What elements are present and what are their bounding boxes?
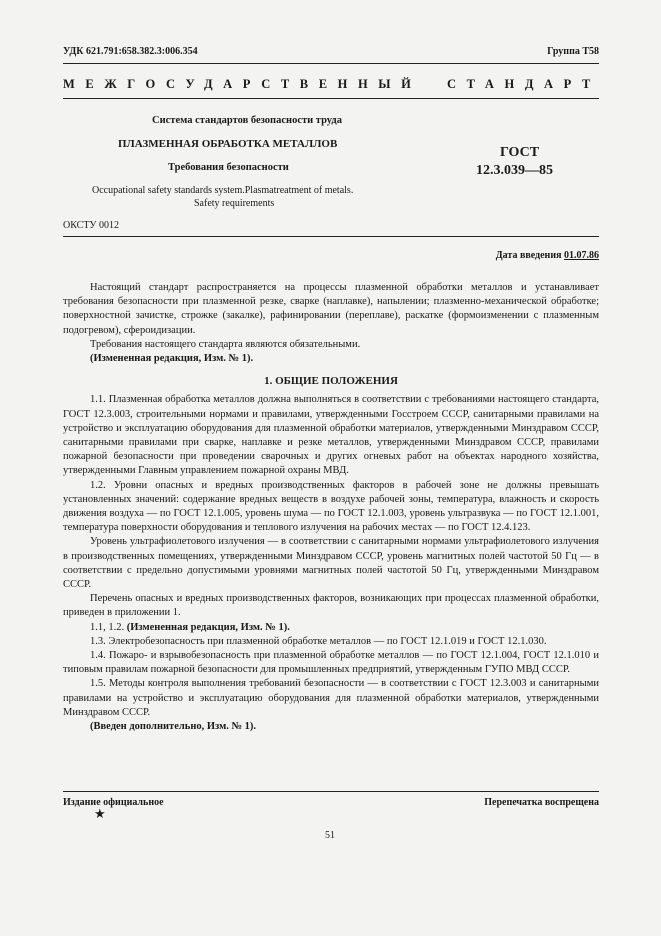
clause-1-2: 1.2. Уровни опасных и вредных производственных факторов в рабочей зоне не должны превышать установленных значений: содержание вредных веществ в воздухе рабочей зоны, температура, влажность и скорость движения воздуха — по ГОСТ 12.1.005, уровень шума — по ГОСТ 12.1.003, уровень ультразвука — по ГОСТ 12.1.001, температура поверхности оборудования и теплового излучения на рабочих местах — по ГОСТ 12.4.123. (63, 479, 599, 534)
date-value: 01.07.86 (564, 250, 599, 261)
standard-type-word-1: МЕЖГОСУДАРСТВЕННЫЙ (63, 77, 422, 91)
header-rule (63, 98, 599, 99)
clause-1-5: 1.5. Методы контроля выполнения требований безопасности — в соответствии с ГОСТ 12.3.003 и санитарными правилами на устройство и эксплуатацию оборудования для плазменной обработки материалов, утвержденными Минздравом СССР. (63, 678, 599, 718)
reprint-notice: Перепечатка воспрещена (484, 797, 599, 808)
page-number: 51 (325, 830, 335, 841)
official-edition: Издание официальное (63, 797, 164, 808)
footer-rule (63, 791, 599, 792)
top-rule (63, 63, 599, 64)
amendment-note: (Измененная редакция, Изм. № 1). (126, 621, 290, 633)
date-label: Дата введения (495, 250, 564, 261)
system-title: Система стандартов безопасности труда (152, 115, 342, 126)
clause-1-amendment (63, 621, 599, 635)
section-1-heading: 1. ОБЩИЕ ПОЛОЖЕНИЯ (264, 375, 398, 388)
intro-amendment: (Измененная редакция, Изм. № 1). (90, 353, 254, 365)
clause-1-3: 1.3. Электробезопасность при плазменной обработке металлов — по ГОСТ 12.1.019 и ГОСТ 12.1.030. (90, 635, 547, 647)
clause-1-4: 1.4. Пожаро- и взрывобезопасность при плазменной обработке металлов — по ГОСТ 12.1.004, ГОСТ 12.1.010 и типовым правилам пожарной безопасности для промышленных предприятий, утвержденным ГУПО МВД СССР. (63, 650, 599, 676)
udk-code: УДК 621.791:658.382.3:006.354 (63, 46, 198, 57)
english-title-line-2: Safety requirements (194, 198, 275, 209)
introduction-date (496, 250, 599, 261)
okstu-code: ОКСТУ 0012 (63, 220, 120, 231)
clause-1-1: 1.1. Плазменная обработка металлов должна выполняться в соответствии с требованиями настоящего стандарта, ГОСТ 12.3.003, строительными нормами и правилами, утвержденными Госстроем СССР, санитарными правилами на устройство и эксплуатацию оборудования для плазменной обработки материалов, утвержденными Минздравом СССР, санитарными правилами при сварке, наплавке и резке металлов, утвержденными Минздравом СССР, правилами пожарной безопасности при проведении сварочных и других огневых работ на объектах народного хозяйства, утвержденными Главным управлением пожарной охраны МВД. (63, 394, 599, 477)
star-icon: ★ (94, 806, 106, 821)
title-rule (63, 236, 599, 237)
group-code: Группа Т58 (547, 46, 599, 57)
amendment-prefix: 1.1, 1.2. (90, 621, 127, 633)
standard-type-word-2: СТАНДАРТ (446, 77, 601, 91)
document-subtitle: Требования безопасности (168, 162, 289, 173)
document-body (63, 281, 599, 734)
clause-1-2-uv: Уровень ультрафиолетового излучения — в соответствии с санитарными нормами ультрафиолетового излучения в производственных помещениях, утвержденными Минздравом СССР, уровень магнитных полей частотой 50 Гц — в соответствии с предельно допустимыми уровнями магнитных полей частотой 50 Гц, утвержденными Минздравом СССР. (63, 536, 599, 591)
clause-1-2-list: Перечень опасных и вредных производственных факторов, возникающих при процессах плазменной обработки, приведен в приложении 1. (63, 593, 599, 619)
english-title-line-1: Occupational safety standards system.Plasmatreatment of metals. (92, 185, 354, 196)
gost-label: ГОСТ (500, 145, 540, 160)
gost-number: 12.3.039—85 (476, 163, 553, 178)
intro-paragraph: Настоящий стандарт распространяется на процессы плазменной обработки металлов и устанавливает требования безопасности при плазменной резке, сварке (наплавке), напылении; плазменно-механической обработке; поверхностной зачистке, строжке (закалке), рафинировании (переплаве), раскатке (формоизменении с плазменным подогревом), сфероидизации. (63, 282, 599, 336)
clause-1-5-note: (Введен дополнительно, Изм. № 1). (90, 721, 257, 733)
document-title: ПЛАЗМЕННАЯ ОБРАБОТКА МЕТАЛЛОВ (118, 138, 338, 150)
intro-mandatory: Требования настоящего стандарта являются обязательными. (90, 338, 361, 350)
